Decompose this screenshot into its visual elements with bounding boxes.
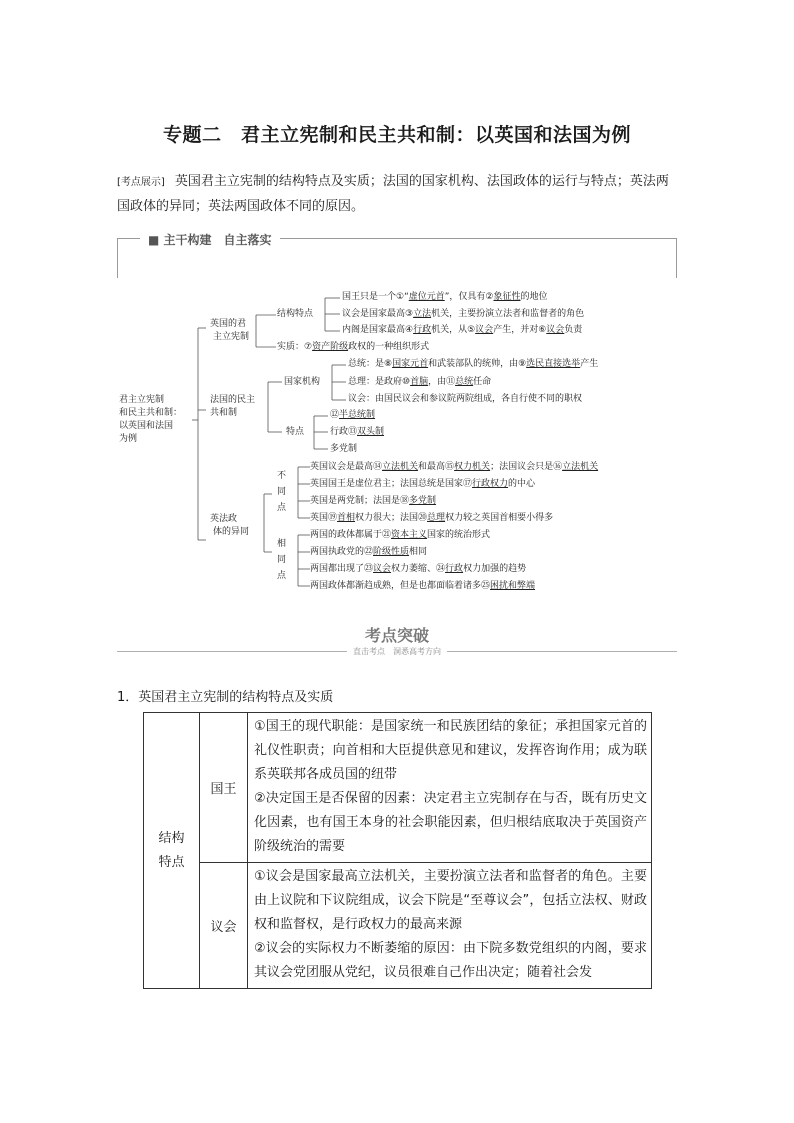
exam-points-text: 英国君主立宪制的结构特点及实质；法国的国家机构、法国政体的运行与特点；英法两国政体的异同；英法两国政体不同的原因。: [117, 174, 669, 214]
mindmap-fr-feature-1: ⑫半总统制: [330, 410, 376, 420]
mindmap-differences-label: 不 同 点: [277, 471, 287, 513]
mindmap-fr-parliament: 议会：由国民议会和参议院两院组成，各自行使不同的职权: [348, 394, 583, 404]
mindmap-branch-france: 法国的民主 共和制: [210, 395, 256, 418]
mindmap-fr-premier: 总理：是政府⑩首脑，由⑪总统任命: [348, 377, 492, 387]
row-content-king: ①国王的现代职能：是国家统一和民族团结的象征；承担国家元首的礼仪性职责；向首相和大臣提供意见和建议，发挥咨询作用；成为联系英联邦各成员国的纽带 ②决定国王是否保留的因素：决定君主立宪制存在与否，既有历史文化因素，也有国王本身的社会职能因素，但归根结底取决于英国资产阶级统治的需要: [248, 713, 652, 863]
table-row: [144, 863, 652, 989]
mindmap-uk-king: 国王只是一个①“虚位元首”，仅具有②象征性的地位: [342, 292, 548, 302]
mindmap-diff-3: 英国是两党制；法国是⑱多党制: [310, 496, 437, 506]
row-content-parliament: ①议会是国家最高立法机关，主要扮演立法者和监督者的角色。主要由上议院和下议院组成，议会下院是“至尊议会”，包括立法权、财政权和监督权，是行政权力的最高来源 ②议会的实际权力不断萎缩的原因：由下院多数党组织的内阁，要求其议会党团服从党纪，议员很难自己作出决定；随着社会发: [248, 863, 652, 989]
row-label-parliament: 议会: [200, 863, 248, 989]
mindmap-uk-structure: 结构特点: [277, 309, 314, 319]
exam-points-tag: [考点展示]: [117, 177, 165, 188]
mindmap-fr-organs: 国家机构: [284, 377, 321, 387]
page-title: 专题二 君主立宪制和民主共和制：以英国和法国为例: [162, 124, 631, 146]
mindmap-branch-uk: 英国的君 主立宪制: [210, 319, 250, 342]
mindmap-diff-4: 英国⑲首相权力很大；法国⑳总理权力较之英国首相要小得多: [310, 513, 554, 523]
uk-structure-table: [143, 712, 652, 989]
mindmap-same-4: 两国政体都渐趋成熟，但是也都面临着诸多㉕困扰和弊端: [310, 581, 536, 591]
heading-1: 1．英国君主立宪制的结构特点及实质: [117, 690, 334, 705]
mindmap-root: 君主立宪制 和民主共和制： 以英国和法国 为例: [119, 395, 183, 444]
row-label-king: 国王: [200, 713, 248, 863]
mindmap-fr-features: 特点: [286, 427, 305, 437]
section-subtitle: 直击考点 洞悉高考方向: [0, 646, 794, 657]
mindmap-branch-compare: 英法政 体的异同: [210, 514, 250, 537]
mindmap-uk-essence: 实质：⑦资产阶级政权的一种组织形式: [277, 342, 430, 352]
mindmap-diff-1: 英国议会是最高⑭立法机关和最高⑮权力机关；法国议会只是⑯立法机关: [310, 462, 599, 472]
mindmap-same-3: 两国都出现了㉓议会权力萎缩、㉔行政权力加强的趋势: [310, 564, 527, 574]
section-banner: ■ 主干构建 自主落实: [140, 231, 280, 248]
section-title: 考点突破: [364, 626, 429, 645]
mindmap-fr-president: 总统：是⑧国家元首和武装部队的统帅，由⑨选民直接选举产生: [348, 359, 599, 369]
table-row: [144, 713, 652, 863]
mindmap-fr-feature-2: 行政⑬双头制: [330, 427, 385, 437]
mindmap-uk-cabinet: 内阁是国家最高④行政机关，从⑤议会产生，并对⑥议会负责: [342, 325, 583, 335]
mindmap-same-1: 两国的政体都属于㉑资本主义国家的统治形式: [310, 530, 491, 540]
mindmap-uk-parliament: 议会是国家最高③立法机关，主要扮演立法者和监督者的角色: [342, 309, 585, 319]
mindmap-diff-2: 英国国王是虚位君主；法国总统是国家⑰行政权力的中心: [310, 479, 536, 489]
row-header-structure: 结构 特点: [144, 713, 200, 989]
mindmap-fr-feature-3: 多党制: [330, 444, 358, 454]
mindmap-similarities-label: 相 同 点: [277, 539, 287, 581]
mindmap-same-2: 两国执政党的㉒阶级性质相同: [310, 547, 428, 557]
